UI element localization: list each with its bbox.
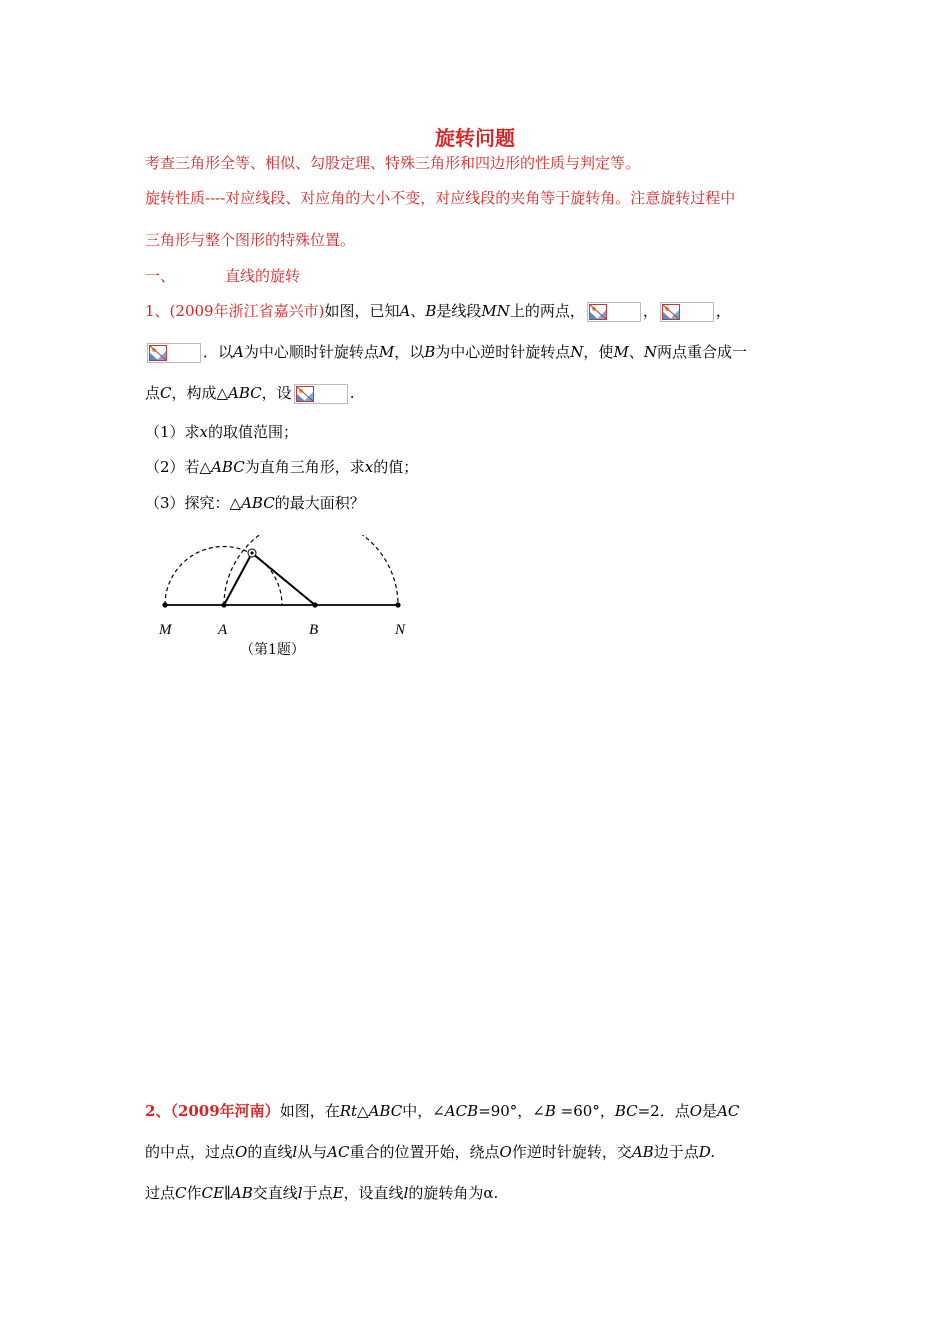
section-label: 直线的旋转	[225, 267, 301, 285]
page-title: 旋转问题	[435, 126, 515, 150]
point-M	[162, 602, 167, 607]
var-O: O	[499, 1143, 512, 1161]
text: （1）求	[145, 423, 200, 441]
var-B: B	[425, 302, 437, 320]
var-ACB: ACB	[444, 1102, 479, 1120]
figure-1-diagram	[140, 535, 430, 625]
text: 作	[186, 1184, 202, 1202]
text: 的直线	[247, 1143, 293, 1161]
var-A: A	[233, 343, 244, 361]
var-A: A	[399, 302, 411, 320]
var-D: D.	[698, 1143, 715, 1161]
text: 交直线	[252, 1184, 298, 1202]
text: 是线段	[436, 302, 482, 320]
text: ，设直线	[343, 1184, 404, 1202]
text: （3）探究：△	[145, 494, 242, 512]
text: 是	[702, 1102, 718, 1120]
intro-line-3: 三角形与整个图形的特殊位置。	[145, 231, 356, 249]
text: ．以	[203, 343, 234, 361]
text: ，	[715, 302, 731, 320]
text: 为中心顺时针旋转点	[243, 343, 379, 361]
var-O: O	[235, 1143, 248, 1161]
arc-left	[165, 547, 282, 606]
segment-AC	[224, 553, 252, 605]
var-CE: CE	[201, 1184, 224, 1202]
var-C: C	[160, 384, 172, 402]
text: ，以	[394, 343, 425, 361]
broken-image-icon	[587, 302, 641, 322]
label-N: N	[395, 622, 406, 638]
var-AC: AC	[717, 1102, 740, 1120]
text: 的最大面积？	[274, 494, 365, 512]
var-M: M	[613, 343, 629, 361]
var-AC: AC	[327, 1143, 350, 1161]
point-A	[221, 602, 226, 607]
text: 过点	[145, 1184, 176, 1202]
text: 如图，已知	[324, 302, 400, 320]
intro-line-1: 考查三角形全等、相似、勾股定理、特殊三角形和四边形的性质与判定等。	[145, 154, 641, 172]
problem-1-source: (2009年浙江省嘉兴市)	[169, 302, 325, 320]
section-heading	[145, 265, 300, 286]
text: ，构成△	[171, 384, 229, 402]
var-ABC: ABC	[211, 458, 245, 476]
text: 为中心逆时针旋转点	[435, 343, 571, 361]
text: =2．点	[637, 1102, 690, 1120]
question-3	[145, 492, 365, 513]
text: =90°，∠	[478, 1102, 545, 1120]
intro-line-2: 旋转性质----对应线段、对应角的大小不变，对应线段的夹角等于旋转角。注意旋转过程中	[145, 189, 736, 207]
var-x: x	[199, 423, 209, 441]
var-ABC: ABC	[228, 384, 262, 402]
figure-1-caption: （第1题）	[240, 642, 305, 658]
section-number: 一、	[145, 267, 176, 285]
broken-image-icon	[147, 343, 201, 363]
var-N: N	[570, 343, 584, 361]
text: =60°，	[555, 1102, 615, 1120]
text: ∥	[223, 1184, 231, 1202]
var-C: C	[175, 1184, 187, 1202]
label-M: M	[159, 622, 172, 638]
problem-2-number: 2、	[145, 1102, 171, 1120]
problem-2-line-2	[145, 1141, 715, 1162]
text: ，使	[583, 343, 614, 361]
var-E: E	[332, 1184, 344, 1202]
text: ，	[642, 302, 658, 320]
problem-2-line-3	[145, 1182, 498, 1203]
text: 于点	[302, 1184, 333, 1202]
text: 上的两点，	[509, 302, 585, 320]
var-M: M	[378, 343, 395, 361]
var-Rt: Rt	[339, 1102, 358, 1120]
text: 点	[145, 384, 161, 402]
text: 重合的位置开始，绕点	[349, 1143, 500, 1161]
text: 中，∠	[402, 1102, 445, 1120]
point-N	[395, 602, 400, 607]
text: 的值；	[373, 458, 419, 476]
point-B	[312, 602, 317, 607]
text: 、	[628, 343, 644, 361]
problem-1-number: 1、	[145, 302, 170, 320]
text: △	[357, 1102, 369, 1120]
text: 的中点，过点	[145, 1143, 236, 1161]
var-l: l	[292, 1143, 298, 1161]
var-AB: AB	[631, 1143, 654, 1161]
text: 两点重合成一	[656, 343, 747, 361]
text: ，设	[261, 384, 292, 402]
segment-BC	[252, 553, 315, 605]
question-2	[145, 456, 418, 477]
arc-right	[224, 535, 398, 605]
text: 作逆时针旋转，交	[511, 1143, 632, 1161]
var-B: B	[544, 1102, 556, 1120]
text: 的取值范围；	[208, 423, 299, 441]
label-B: B	[309, 622, 319, 638]
var-AB: AB	[230, 1184, 253, 1202]
problem-2-source: （2009年河南）	[170, 1102, 280, 1120]
var-B: B	[424, 343, 436, 361]
text: .	[349, 384, 355, 402]
label-A: A	[218, 622, 228, 638]
var-ABC: ABC	[241, 494, 275, 512]
text: 如图，在	[279, 1102, 340, 1120]
problem-1-line-2	[145, 341, 747, 363]
var-MN: MN	[481, 302, 510, 320]
var-ABC: ABC	[368, 1102, 403, 1120]
var-l: l	[297, 1184, 303, 1202]
var-l: l	[403, 1184, 409, 1202]
broken-image-icon	[660, 302, 714, 322]
text: 、	[410, 302, 426, 320]
problem-1-line-1	[145, 300, 731, 322]
broken-image-icon	[294, 384, 348, 404]
text: 从与	[297, 1143, 328, 1161]
problem-1-line-3	[145, 382, 354, 404]
problem-2-line-1	[145, 1100, 739, 1121]
var-BC: BC	[614, 1102, 638, 1120]
var-N: N	[643, 343, 657, 361]
var-x: x	[364, 458, 374, 476]
text: 为直角三角形，求	[244, 458, 365, 476]
var-O: O	[689, 1102, 703, 1120]
text: （2）若△	[145, 458, 212, 476]
question-1	[145, 421, 298, 442]
text: 边于点	[653, 1143, 699, 1161]
text: 的旋转角为α.	[408, 1184, 499, 1202]
